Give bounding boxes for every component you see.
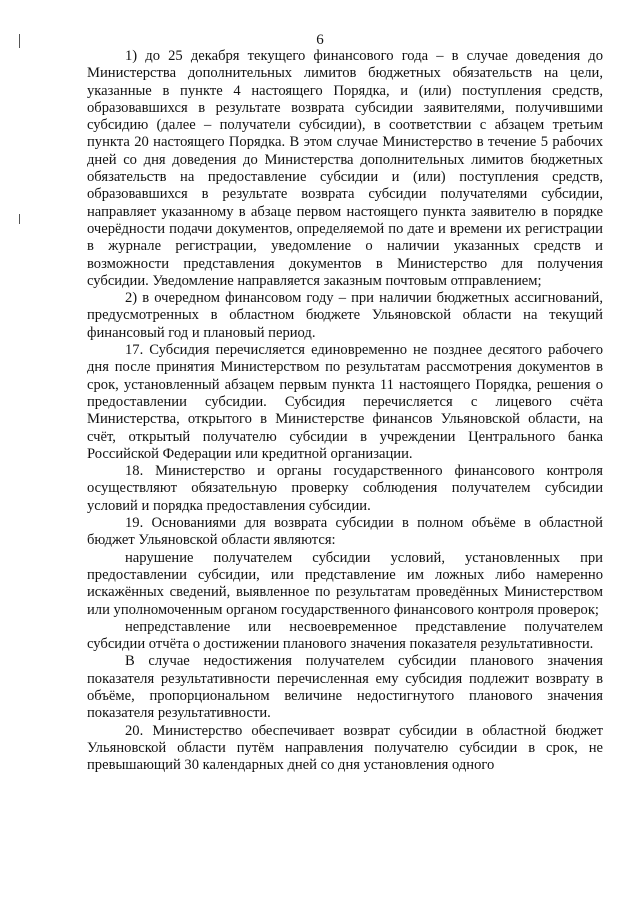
paragraph-clause-20: 20. Министерство обеспечивает возврат субсидии в областной бюджет Ульяновской области путём направления получателю субсидии в срок, не превышающий 30 календарных дней со дня установления одного bbox=[87, 722, 603, 774]
page-number: 6 bbox=[316, 32, 324, 48]
paragraph-clause-17: 17. Субсидия перечисляется единовременно не позднее десятого рабочего дня после принятия Министерством по результатам рассмотрения документов в срок, установленный абзацем первым пункта 11 настоящего Порядка, решения о предоставлении субсидии. Субсидия перечисляется с лицевого счёта Министерства, открытого в Министерстве финансов Ульяновской области, на счёт, открытый получателю субсидии в учреждении Центрального банка Российской Федерации или кредитной организации. bbox=[87, 342, 603, 462]
margin-scan-mark bbox=[19, 214, 20, 224]
paragraph-underachievement: В случае недостижения получателем субсидии планового значения показателя результативности перечисленная ему субсидия подлежит возврату в объёме, пропорциональном величине недостигнутого планового значения показателя результативности. bbox=[87, 653, 603, 722]
paragraph-item-1: 1) до 25 декабря текущего финансового года – в случае доведения до Министерства дополнительных лимитов бюджетных обязательств на цели, указанные в пункте 4 настоящего Порядка, и (или) поступления средств, образовавшихся в результате возврата субсидии заявителями, получившими субсидию (далее – получатели субсидии), в соответствии с абзацем третьим пункта 20 настоящего Порядка. В этом случае Министерство в течение 5 рабочих дней со дня доведения до Министерства дополнительных лимитов бюджетных обязательств на предоставление субсидии и (или) поступления средств, образовавшихся в результате возврата субсидии получателями субсидии, направляет указанному в абзаце первом настоящего пункта заявителю в порядке очерёдности подачи документов, определяемой по дате и времени их регистрации в журнале регистрации, уведомление о наличии указанных средств и возможности представления документов в Министерство для получения субсидии. Уведомление направляется заказным почтовым отправлением; bbox=[87, 48, 603, 289]
paragraph-clause-18: 18. Министерство и органы государственного финансового контроля осуществляют обязательную проверку соблюдения получателем субсидии условий и порядка предоставления субсидии. bbox=[87, 463, 603, 514]
paragraph-item-2: 2) в очередном финансовом году – при наличии бюджетных ассигнований, предусмотренных в областном бюджете Ульяновской области на текущий финансовый год и плановый период. bbox=[87, 290, 603, 341]
document-body bbox=[87, 48, 603, 774]
paragraph-ground-report: непредставление или несвоевременное представление получателем субсидии отчёта о достижении планового значения показателя результативности. bbox=[87, 618, 603, 653]
paragraph-ground-violation: нарушение получателем субсидии условий, установленных при предоставлении субсидии, или представление им ложных либо намеренно искажённых сведений, выявленное по результатам проведённых Министерством или уполномоченным органом государственного финансового контроля проверок; bbox=[87, 549, 603, 618]
paragraph-clause-19: 19. Основаниями для возврата субсидии в полном объёме в областной бюджет Ульяновской области являются: bbox=[87, 515, 603, 549]
